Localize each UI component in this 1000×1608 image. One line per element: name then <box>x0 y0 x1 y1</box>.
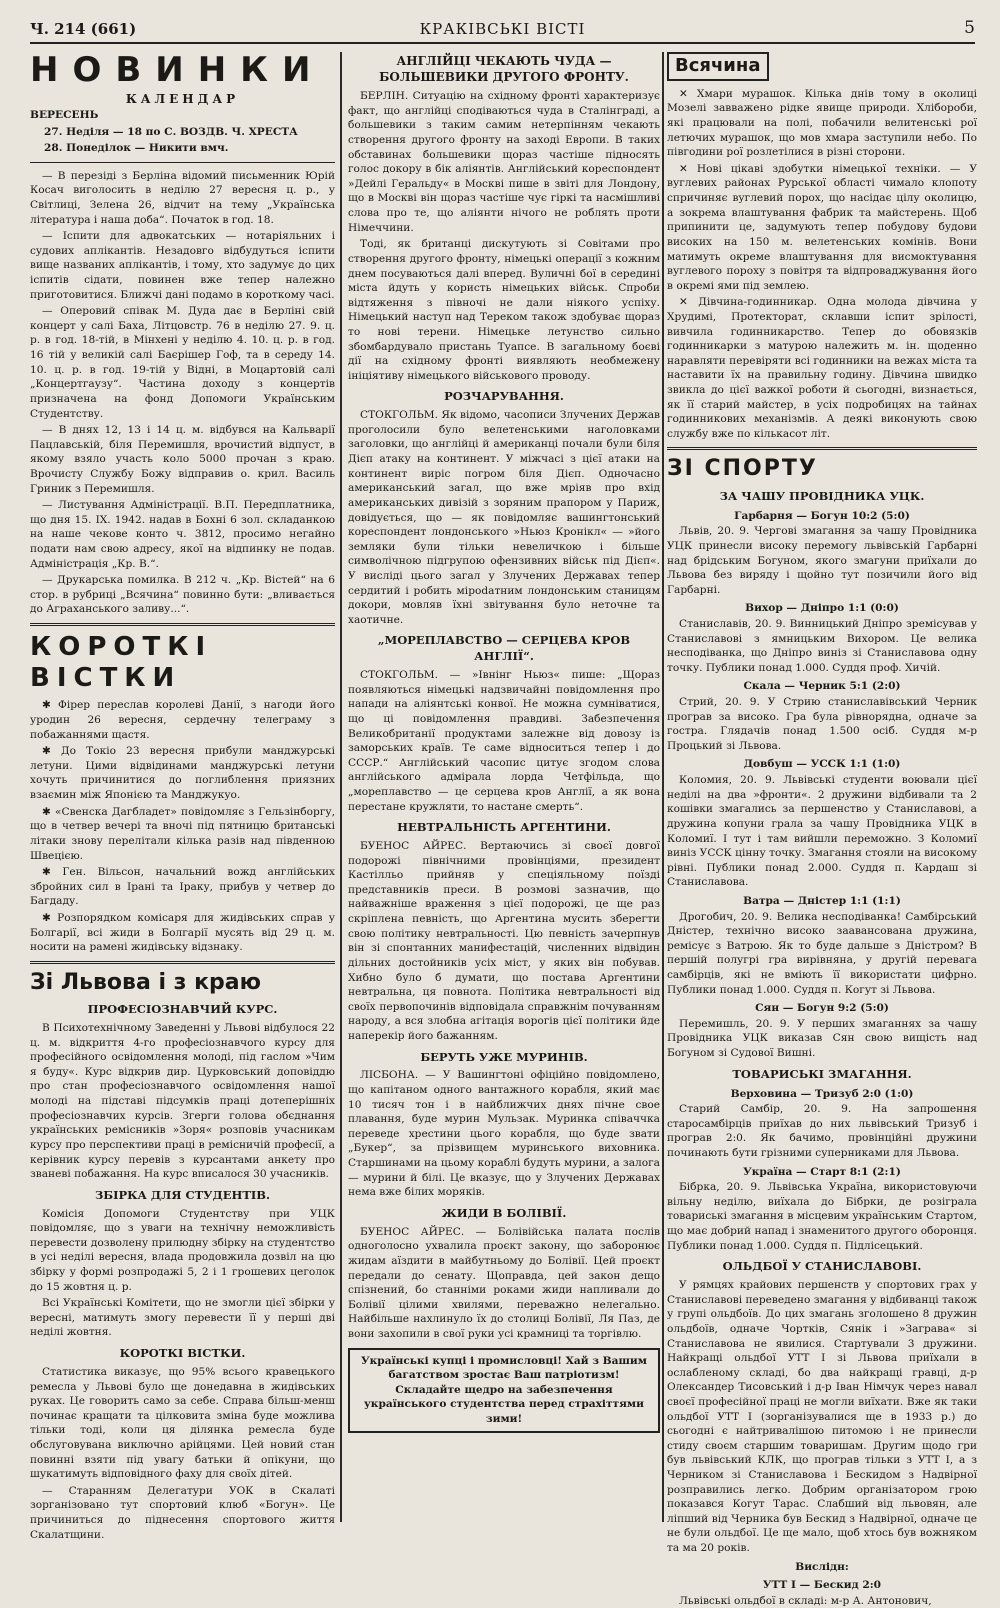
article-text: У рямцях крайових першенств у спортових грах у Станиславові переведено змагання у відбиванці також у групі ольдбоїв. До цих змагань зголошено 8 дружин ольдбоїв, одначе Чортків, Сянік і »Заграва« зі Станиславова не явилися. Стартували 3 дружини. Найкращі ольдбої УТТ I зі Львова приїхали в ослабленому складі, бо два найкращі гравці, д-р Олександер Тисовський і д-р Іван Німчук через навал своєї професійної праці не могли виїхати. Вже як таки ольдбої УТТ I (зорганізувалися ще в 1933 р.) до сьогодні є найтривалішою питомою і не принесли стиду своєм старшим товаришам. Другим щодо гри був львівський КЛК, що програв тільки з УТТ I, а з Черником зі Станиславова і Бескидом з Надвірної розправились легко. Добрим організатором грою показався Когут Тарас. Слабший від львовян, але ліпший від Черника був Бескид з Надвірної, одначе це не були ольдбої. Це ще мало, щоб хтось був вожняком та ма 20 років. <box>667 1279 977 1555</box>
article-heading: АНГЛІЙЦІ ЧЕКАЮТЬ ЧУДА — БОЛЬШЕВИКИ ДРУГОГО ФРОНТУ. <box>379 54 629 84</box>
article-text: В Психотехнічному Заведенні у Львові відбулося 22 ц. м. відкриття 4-го професіознавчого курсу для професійного освідомлення молоді, під гаслом »Чим я буду«. Курс відкрив дир. Цурковський доповіддю про стан професіознавчого освідомлення нашої молоді на підставі підсумків праці дотеперішніх професіознавчих курсів. Згерги голова обєднання українських ремісників »Зоря« розповів учасникам курсу про перспективи праці в ремісничій професії, а керівник курсу перевів з курсантами анкету про званеві побажання. На курс вписалося 30 учасників. <box>30 1022 335 1181</box>
article-text: Тоді, як британці дискутують зі Совітами про створення другого фронту, німецькі операції з кожним днем посуваються далі вперед. Вуличні бої в середині міста йдуть у користь німецьких військ. Спроби відтяження з півночі не дали ніякого успіху. Німецький наступ над Тереком також здобуває щораз то нові терени. Німецьке летунство сильно збомбардувало пристань Туапсе. В загальному боєві дії на східному фронті виявляють необмежену ініціятиву німецького військового проводу. <box>348 238 660 382</box>
article-text: Львівські ольдбої в складі: м-р А. Антонович, <box>679 1594 932 1607</box>
article-text: Комісія Допомоги Студентству при УЦК повідомляє, що з уваги на технічну неможливість перевести дозволену прилюдну збірку на студентство в усі неділі вересня, влада продовжила дозвіл на цю збірку у формі розпродажі 5, 2 і 1 грошевих цеголок до 15 жовтня ц. р. <box>30 1207 335 1293</box>
match-result: Довбуш — УССК 1:1 (1:0) <box>743 758 901 771</box>
calendar-title: КАЛЕНДАР <box>125 92 240 107</box>
calendar-month: ВЕРЕСЕНЬ <box>30 108 99 121</box>
brief-item: ✱ Фірер переслав королеві Данії, з нагоди його уродин 26 вересня, сердечну телеграму з побажаннями щастя. <box>30 699 335 741</box>
article-text: СТОКГОЛЬМ. — »Івнінг Ньюз« пише: „Щораз появляються німецькі надзвичайні повідомлення про напади на аліянтські конвої. Не можна сумніватися, що ці повідомлення правдиві. Забезпечення Великобританії продуктами залежне від довозу із заморських країв. Те саме відноситься тепер і до СССР.“ Англійський часопис цитує згодом слова англійського адмірала лорда Четфільда, що „мореплавство — це серцева кров Англії, а як вона перестане кружляти, то настане смерть“. <box>348 669 660 813</box>
column-middle <box>348 52 660 1522</box>
article-heading: КОРОТКІ ВІСТКИ. <box>119 1346 246 1361</box>
match-report: Старий Самбір, 20. 9. На запрошення старосамбірців приїхав до них львівський Тризуб і програв 2:0. Як бачимо, провінційні дружини починають бути грізними суперниками для Львова. <box>667 1103 977 1159</box>
column-divider <box>340 52 342 1522</box>
match-report: Коломия, 20. 9. Львівські студенти воювали цієї неділі на два »фронти«. 2 дружини відбивали та 2 кошівки змагались за першенство у Станиславові, а дружина копуни грала за чашу Провідника УЦК в Коломиї. І тут і там вийшли переможно. З Коломиї виніз УССК цінну точку. Змагання стояли на високому рівні. Публики понад 2.000. Суддя п. Кардаш зі Станиславова. <box>667 774 977 889</box>
news-item: — В днях 12, 13 і 14 ц. м. відбувся на Кальварії Пацлавській, біля Перемишля, врочистий відпуст, в якому взяло участь коло 5000 прочан з краю. Врочисту Службу Божу відправив о. крил. Василь Гриник з Перемишля. <box>30 424 335 495</box>
news-item: — Листування Адміністрації. В.П. Передплатника, що дня 15. IX. 1942. надав в Бохні 6 зол. складанкою на наше чекове конто ч. 3812, просимо негайно подати нам свою адресу, якої на відпинку не подав. Адміністрація „Кр. В.“. <box>30 499 335 570</box>
article-heading: ОЛЬДБОЇ У СТАНИСЛАВОВІ. <box>722 1259 922 1274</box>
article-heading: НЕВТРАЛЬНІСТЬ АРГЕНТИНИ. <box>397 820 611 835</box>
divider <box>30 162 335 163</box>
section-novynky: НОВИНКИ <box>30 50 325 90</box>
newspaper-title: КРАКІВСЬКІ ВІСТІ <box>419 20 586 38</box>
article-heading: БЕРУТЬ УЖЕ МУРИНІВ. <box>420 1049 588 1064</box>
divider <box>667 447 977 450</box>
column-divider <box>662 52 664 1522</box>
article-heading: ТОВАРИСЬКІ ЗМАГАННЯ. <box>732 1066 912 1081</box>
misc-item: ✕ Хмари мурашок. Кілька днів тому в околиці Мозелі завважено рідке явище природи. Хлібороби, які працювали на полі, побачили велитенські рої летючих мурашок, що мов хмара заступили небо. По півгодини рої розлетілися в різні сторони. <box>667 87 977 159</box>
patriotic-appeal-box: Українські купці і промисловці! Хай з Вашим багатством зростає Ваш патріотизм! Складайте щедро на забезпечення українського студентства перед страхіттями зими! <box>348 1348 660 1433</box>
calendar-entry: 27. Неділя — 18 по С. ВОЗДВ. Ч. ХРЕСТА <box>44 125 298 138</box>
news-item: — Друкарська помилка. В 212 ч. „Кр. Вістей“ на 6 стор. в рубриці „Всячина“ повинно бути: „вливається до Аграханського заливу...“. <box>30 574 335 616</box>
article-text: БУЕНОС АЙРЕС. — Болівійська палата послів одноголосно ухвалила проєкт закону, що заборонює жидам аїздити в майбутньому до Болівії. Цей проєкт передали до сенату. Щоправда, цей закон дещо спізнений, бо станніми роками жиди напливали до Болівії цілими хвилями, переважно нелегально. Найбільше нахлинуло їх до столиці Болівії, Ля Паз, де вони захопили в свої руки усі крамниці та торгівлю. <box>348 1225 660 1341</box>
brief-item: ✱ Розпорядком комісаря для жидівських справ у Болгарії, всі жиди в Болгарії мусять від 29 ц. м. носити на рамені жидівську відзнаку. <box>30 911 335 954</box>
section-vsiachyna: Всячина <box>667 52 769 81</box>
brief-item: ✱ До Токіо 23 вересня прибули манджурські летуни. Цими відвідинами манджурські летуни хочуть причинитися до поглиблення приязних взаємин між Японією та Манджукуо. <box>30 745 335 802</box>
match-report: Перемишль, 20. 9. У перших змаганнях за чашу Провідника УЦК виказав Сян свою вищість над Богуном зі Судової Вишні. <box>667 1017 977 1060</box>
calendar-entry: 28. Понеділок — Никити вмч. <box>44 142 229 155</box>
column-right <box>667 52 977 1607</box>
match-result: Гарбарня — Богун 10:2 (5:0) <box>734 509 910 522</box>
column-left <box>30 50 335 1541</box>
section-sport: ЗІ СПОРТУ <box>667 456 818 482</box>
match-result: Скала — Черник 5:1 (2:0) <box>743 680 901 693</box>
article-text: СТОКГОЛЬМ. Як відомо, часописи Злучених Держав проголосили було велетенськими наголовками заголовки, що англійці й американці почали були біля Дієп атаку на континент. У міжчасі з цієї атаки на континент виріс погром біля Дієп. Одночасно американський загал, що вже мріяв про вхід американських дивізій з зоряним прапором у Париж, довідується, що — як повідомляє вашингтонський кореспондент лондонського »Ньюз Кронікл« — »його земляки були тільки невеличкою і більше символічною підгрупою офензивних військ під Дієп«. У висліді цього загал у Злучених Державах тепер сердитий і робить мірodатним лондонським станицям докори, мовляв їхні звітування було неточне та хаотичне. <box>348 409 660 626</box>
match-report: Бібрка, 20. 9. Львівська Україна, використовуючи вільну неділю, виїхала до Бібрки, де розіграла товариські змагання в місцевим українським Стартом, що має добрий напад і знаменитого другого оборонця. Публики понад 1.000. Суддя п. Підлісецький. <box>667 1181 977 1252</box>
divider <box>30 623 335 626</box>
match-report: Львів, 20. 9. Чергові змагання за чашу Провідника УЦК принесли високу перемогу львівській Гарбарні над брідським Богуном, якого змагуни приїхали до Львова без виряду і щойно тут позичили його від Гарбарні. <box>667 525 977 596</box>
article-text: БУЕНОС АЙРЕС. Вертаючись зі своєї довгої подорожі північними провінціями, президент Кастілльо прийняв у спеціяльному поїзді представників преси. В розмові зазначив, що найважніше враження з цієї подорожі, це ще раз скріплена певність, що Аргентина мусить зберегти свою політику невтральності. Цю певність зачерпнув він зі спонтанних манифестацій, численних відвідин дільних достойників усіх міст, у яких він побував. Хибно було б думати, що постава Аргентини невтральна, ця повнота. Політика невтральності від своїх первопочинів відповідала справжнім почуванням народу, а вся злобна агітація ворогів цієї політики йде наперекір його бажанням. <box>348 840 660 1042</box>
article-text: Статистика виказує, що 95% всього кравецького ремесла у Львові було ще донедавна в жидівських руках. Це говорить само за себе. Справа більш-менш починає кращати та цілковита зміна буде можлива тільки тоді, коли ця ділянка ремесла буде обслуговувана виключно арійцями. Цей новий стан повинні взяти під увагу батьки й опікуни, що шукатимуть відповідного фаху для своїх дітей. <box>30 1365 335 1481</box>
issue-number: Ч. 214 (661) <box>30 20 137 38</box>
article-heading: „МОРЕПЛАВСТВО — СЕРЦЕВА КРОВ АНГЛІЇ“. <box>377 633 631 664</box>
article-heading: ЖИДИ В БОЛІВІЇ. <box>441 1205 567 1220</box>
match-result: Верховина — Тризуб 2:0 (1:0) <box>730 1087 914 1100</box>
match-result: Вихор — Дніпро 1:1 (0:0) <box>745 602 899 615</box>
news-item: — Оперовий співак М. Дуда дає в Берліні свій концерт у салі Баха, Літцовстр. 76 в неділю 27. 9. ц. р. в год. 18-тій, в Мінхені у неділю 4. 10. ц. р. в год. 16 тій у великій салі Баєрішер Гоф, та в середу 14. 10. ц. р. в год. 19-тій у Відні, в Моцартовій салі „Концертгаузу“. Частина доходу з концертів призначена на фонд Допомоги Українським Студентству. <box>30 305 335 420</box>
article-heading: РОЗЧАРУВАННЯ. <box>444 389 564 404</box>
article-heading: ПРОФЕСІОЗНАВЧИЙ КУРС. <box>87 1002 278 1017</box>
misc-item: ✕ Дівчина-годинникар. Одна молода дівчина у Хрудимі, Протекторат, склавши іспит зрілості, вивчила годинникарство. Тепер до обовязків годинникарки з матурою належить м. ін. щоденно наравляти перевіряти всі годинники на вежах міста та наставити їх на правильну годину. Дівчина швидко звикла до цієї важкої роботи й сьогодні, визнається, як її старий майстер, в усіх подробицях на тайнах годинникових механізмів. А деякі виконують свою службу вже по кількасот літ. <box>667 296 977 440</box>
match-report: Дрогобич, 20. 9. Велика несподіванка! Самбірський Дністер, технічно високо зааванcована дружина, ремісує з Ватрою. Як то буде дальше з Дністром? В першій полугрі гра вирівняна, у другій перевага самбірців, які не вміють її використати цифрно. Публики понад 1.000. Суддя п. Когут зі Львова. <box>667 910 977 996</box>
article-text: — Старанням Делегатури УОК в Скалаті зорганізовано тут спортовий клюб «Богун». Це причиниться до піднесення спортового життя Скалатщини. <box>30 1484 335 1541</box>
section-korotki: КОРОТКІ ВІСТКИ <box>30 632 213 694</box>
match-result: Ватра — Дністер 1:1 (1:1) <box>743 894 901 907</box>
article-text: БЕРЛІН. Ситуацію на східному фронті характеризує факт, що англійці сподіваються чуда в Сталінграді, а большевики з таким самим нетерпінням чекають створення другого фронту на заході Европи. В таких обставинах большевики щораз частіше підносять голос докору в бік аліянтів. Англійський кореспондент »Дейлі Геральду« в Москві пише в звіті для Лондону, що в Москві він щораз частіше чує гіркі та насмішливі слова про те, що аліянти нічого не роблять проти Німеччини. <box>348 90 660 234</box>
page-number: 5 <box>964 18 975 38</box>
results-label: Вислідн: <box>795 1560 849 1573</box>
match-result: УТТ І — Бескид 2:0 <box>762 1579 882 1592</box>
masthead <box>30 18 975 44</box>
article-text: Всі Українські Комітети, що не змогли цієї збірки у вересні, матимуть змогу перевести її у перші дві неділі жовтня. <box>30 1297 335 1339</box>
match-report: Станиславів, 20. 9. Винницький Дніпро зремісував у Станиславові з ямницьким Вихором. Це велика несподіванка, що Дніпро виніз зі Станиславова одну точку. Публики понад 1.000. Суддя проф. Хичій. <box>667 617 977 674</box>
match-report: Стрий, 20. 9. У Стрию станиславівський Черник програв за високо. Гра була рівнорядна, одначе за гостра. Глядачів понад 1.500 осіб. Суддя м-р Процький зі Львова. <box>667 696 977 752</box>
article-heading: ЗА ЧАШУ ПРОВІДНИКА УЦК. <box>719 488 925 503</box>
section-lviv: Зі Львова і з краю <box>30 969 262 995</box>
misc-item: ✕ Нові цікаві здобутки німецької техніки. — У вуглевих районах Рурської області чимало клопоту спричиняє вуглевий порох, що насідає цілу околицю, а зокрема влаштування фабрик та майстерень. Щоб припинити це, задумують тепер побудову будови високих на 150 м. велетенських комінів. Вони матимуть окреме влаштування для висмоктування вуглевого пороху з повітря та відпроваджування його в окремі ями під землею. <box>667 162 977 292</box>
news-item: — Іспити для адвокатських — нотаріяльних і судових аплікантів. Незадовго відбудуться іспити вище названих аплікантів, і тому, хто задумує до цих іспитів сідати, повинен вже тепер належно приготовитися. Ближчі дані подамо в короткому часі. <box>30 230 335 301</box>
brief-item: ✱ «Свенска Дагбладет» повідомляє з Гельзінборгу, що в четвер вечері та вночі під пятницю британські літаки знову перелітали кілька разів над південною Швецією. <box>30 805 335 862</box>
article-text: ЛІСБОНА. — У Вашингтоні офіційно повідомлено, що капітаном одного вантажного корабля, який має 10 тисяч тон і в найближчих днях пічне свое плавання, буде мурин Мульзак. Муринка співаччка переведе хрестини цього корабля, що буде звати „Букер“, за прізвищем муринського виховника. Старшинами на цьому кораблі будуть мурини, а залога — мурини й білі. Це вказує, що у Злучених Державах нема вже білих моряків. <box>348 1069 660 1199</box>
divider <box>30 961 335 964</box>
match-result: Сян — Богун 9:2 (5:0) <box>755 1002 889 1015</box>
article-heading: ЗБІРКА ДЛЯ СТУДЕНТІВ. <box>94 1187 271 1202</box>
news-item: — В перезіді з Берліна відомий письменник Юрій Косач виголосить в неділю 27 вересня ц. р., у Світлиці, Зелена 26, відчит на тему „Українська література і наша доба“. Початок в год. 18. <box>30 169 335 226</box>
brief-item: ✱ Ген. Вільсон, начальний вожд англійських збройних сил в Ірані та Іраку, прибув у четвер до Багдаду. <box>30 866 335 908</box>
match-result: Україна — Старт 8:1 (2:1) <box>743 1165 901 1178</box>
